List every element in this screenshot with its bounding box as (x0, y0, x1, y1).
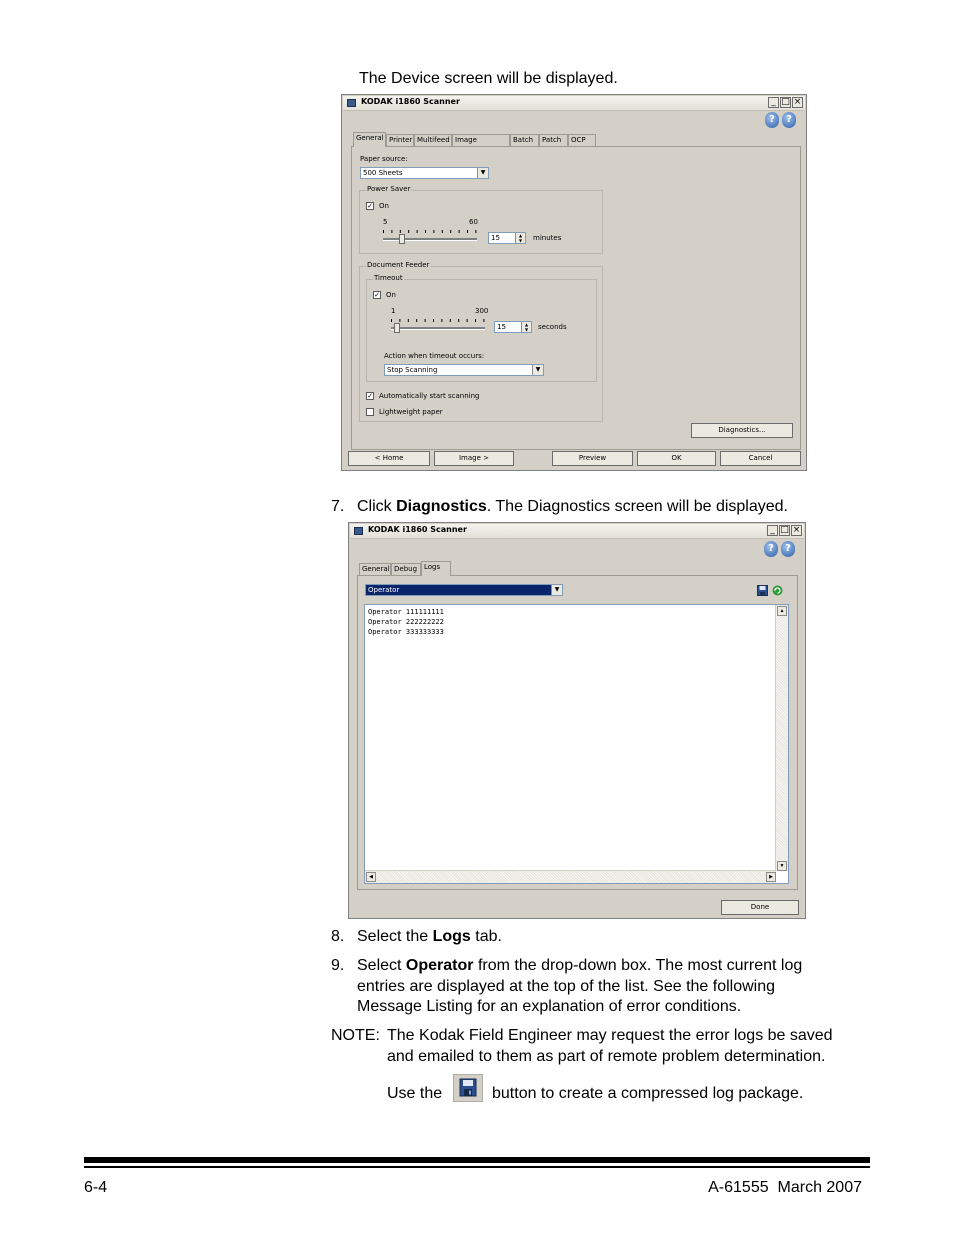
spinner-arrows-icon[interactable]: ▲ ▼ (515, 233, 525, 243)
document-id: A-61555 March 2007 (708, 1179, 862, 1196)
scroll-down-icon[interactable]: ▼ (777, 861, 787, 871)
slider-tick (467, 230, 468, 233)
tab-image-address[interactable]: Image (452, 134, 510, 146)
tab-printer[interactable]: Printer (386, 134, 414, 146)
log-text-area[interactable] (364, 604, 789, 884)
chevron-down-icon: ▼ (551, 585, 562, 595)
cancel-button[interactable]: Cancel (720, 451, 801, 466)
power-saver-slider-thumb[interactable] (399, 234, 405, 244)
step-9-line-1 (357, 955, 802, 976)
close-button[interactable]: × (792, 525, 801, 535)
timeout-group (366, 274, 597, 382)
step-8-text (357, 926, 502, 947)
general-tab-panel (351, 146, 801, 450)
note-use-prefix: Use the (387, 1085, 443, 1102)
slider-tick (408, 319, 409, 322)
power-saver-label: Power Saver (367, 185, 411, 193)
scanner-app-icon (347, 99, 356, 107)
whats-this-help-icon[interactable]: ? (765, 112, 779, 128)
slider-tick (391, 319, 392, 322)
step-7-prefix: Click (357, 498, 397, 515)
save-icon (454, 1075, 482, 1101)
log-type-value: Operator (368, 586, 400, 594)
power-saver-max-label: 60 (469, 218, 478, 226)
slider-tick (459, 230, 460, 233)
step-7-number: 7. (331, 498, 345, 515)
auto-start-label: Automatically start scanning (379, 392, 480, 400)
timeout-min-label: 1 (391, 307, 396, 315)
power-saver-minutes-spinner[interactable] (488, 232, 526, 244)
timeout-max-label: 300 (475, 307, 489, 315)
timeout-seconds-spinner[interactable] (494, 321, 532, 333)
slider-tick (450, 319, 451, 322)
diagnostics-window-title: KODAK i1860 Scanner (368, 525, 467, 534)
slider-tick (425, 230, 426, 233)
help-icon[interactable]: ? (782, 112, 796, 128)
timeout-action-value: Stop Scanning (387, 366, 438, 374)
footer-rule-thick (84, 1157, 870, 1163)
logs-tab-panel (357, 575, 798, 890)
intro-text: The Device screen will be displayed. (359, 70, 618, 87)
log-line: Operator 333333333 (368, 628, 444, 636)
lightweight-paper-checkbox[interactable] (366, 408, 374, 416)
note-line-1: The Kodak Field Engineer may request the error logs be saved (387, 1027, 833, 1044)
footer-rule-thin (84, 1166, 870, 1168)
slider-tick (383, 230, 384, 233)
slider-tick (475, 319, 476, 322)
chevron-down-icon: ▼ (477, 168, 488, 178)
power-saver-slider-ticks (383, 230, 479, 233)
timeout-unit: seconds (538, 323, 567, 331)
tab-general[interactable]: General (359, 563, 391, 575)
step-9-line-3: Message Listing for an explanation of error conditions. (357, 998, 742, 1015)
minimize-button[interactable]: _ (768, 97, 779, 108)
minimize-button[interactable]: _ (767, 525, 778, 536)
log-line: Operator 111111111 (368, 608, 444, 616)
slider-tick (391, 230, 392, 233)
timeout-value: 15 (497, 323, 506, 331)
step-7-bold: Diagnostics (396, 498, 487, 515)
tab-patch[interactable]: Patch (539, 134, 568, 146)
chevron-down-icon: ▼ (532, 365, 543, 375)
image-button[interactable]: Image > (434, 451, 514, 466)
slider-tick (408, 230, 409, 233)
close-button[interactable]: × (793, 97, 802, 107)
slider-tick (400, 230, 401, 233)
scroll-left-icon[interactable]: ◀ (366, 872, 376, 882)
step-7-suffix: . The Diagnostics screen will be displayed. (486, 498, 788, 515)
tab-general[interactable]: General (353, 132, 386, 147)
slider-tick (425, 319, 426, 322)
power-saver-group (359, 185, 603, 254)
document-feeder-label: Document Feeder (367, 261, 430, 269)
slider-tick (441, 319, 442, 322)
scroll-right-icon[interactable]: ▶ (766, 872, 776, 882)
slider-tick (416, 319, 417, 322)
step-9-bold: Operator (405, 957, 474, 974)
note-label: NOTE: (331, 1027, 380, 1044)
note-line-2: and emailed to them as part of remote problem determination. (387, 1048, 826, 1065)
slider-tick (433, 230, 434, 233)
diagnostics-button[interactable]: Diagnostics... (691, 423, 793, 438)
tab-batch[interactable]: Batch (510, 134, 539, 146)
power-saver-min-label: 5 (383, 218, 388, 226)
step-9-prefix: Select (357, 957, 406, 974)
slider-tick (483, 319, 484, 322)
tab-debug[interactable]: Debug (391, 563, 421, 575)
timeout-slider-ticks (391, 319, 487, 322)
vertical-scrollbar[interactable] (775, 605, 788, 871)
slider-tick (458, 319, 459, 322)
timeout-on-label: On (386, 291, 396, 299)
timeout-action-label: Action when timeout occurs: (384, 352, 485, 360)
log-line: Operator 222222222 (368, 618, 444, 626)
slider-tick (433, 319, 434, 322)
preview-button[interactable]: Preview (552, 451, 633, 466)
diagnostics-window (348, 522, 806, 919)
power-saver-unit: minutes (533, 234, 562, 242)
step-8-number: 8. (331, 928, 345, 945)
timeout-action-select[interactable] (384, 364, 544, 376)
power-saver-value: 15 (491, 234, 500, 242)
save-icon[interactable] (757, 585, 768, 596)
lightweight-paper-label: Lightweight paper (379, 408, 443, 416)
tab-ocp[interactable]: OCP (568, 134, 596, 146)
whats-this-help-icon[interactable]: ? (764, 541, 778, 557)
slider-tick (475, 230, 476, 233)
step-8-prefix: Select the (357, 928, 433, 945)
page-number: 6-4 (84, 1179, 108, 1196)
tab-logs[interactable]: Logs (421, 561, 451, 576)
slider-tick (442, 230, 443, 233)
step-9-number: 9. (331, 957, 345, 974)
spinner-arrows-icon[interactable]: ▲ ▼ (521, 322, 531, 332)
timeout-label: Timeout (374, 274, 403, 282)
slider-tick (467, 319, 468, 322)
power-saver-on-checkbox[interactable]: ✓ (367, 202, 373, 210)
power-saver-slider-track (383, 238, 477, 241)
timeout-slider-thumb[interactable] (394, 323, 400, 333)
paper-source-value: 500 Sheets (363, 169, 403, 177)
home-button[interactable]: < Home (348, 451, 430, 466)
device-window-titlebar (343, 96, 805, 111)
timeout-on-checkbox[interactable]: ✓ (374, 291, 380, 299)
step-9-line-2: entries are displayed at the top of the list. See the following (357, 978, 776, 995)
scanner-app-icon (354, 527, 363, 535)
step-9-line-1-suffix: from the drop-down box. The most current log (473, 957, 803, 974)
device-window-title: KODAK i1860 Scanner (361, 97, 460, 106)
note-use-suffix: button to create a compressed log package. (492, 1085, 804, 1102)
diagnostics-window-titlebar (350, 524, 804, 539)
scroll-up-icon[interactable]: ▲ (777, 606, 787, 616)
step-8-bold: Logs (432, 928, 471, 945)
power-saver-on-label: On (379, 202, 389, 210)
horizontal-scrollbar[interactable] (365, 870, 776, 883)
device-window (341, 94, 807, 471)
done-button[interactable]: Done (721, 900, 799, 915)
tab-multifeed[interactable]: Multifeed (414, 134, 452, 146)
log-type-select[interactable] (365, 584, 563, 596)
paper-source-label: Paper source: (360, 155, 408, 163)
slider-tick (450, 230, 451, 233)
slider-tick (399, 319, 400, 322)
document-feeder-group (359, 261, 603, 422)
maximize-button[interactable]: □ (781, 97, 790, 107)
log-lines (368, 607, 444, 637)
auto-start-checkbox[interactable]: ✓ (367, 392, 373, 400)
step-8-suffix: tab. (470, 928, 502, 945)
refresh-icon[interactable] (772, 585, 783, 596)
slider-tick (417, 230, 418, 233)
timeout-slider-track (391, 327, 485, 330)
ok-button[interactable]: OK (637, 451, 716, 466)
step-7-text (357, 496, 788, 517)
maximize-button[interactable]: □ (780, 525, 789, 535)
paper-source-select[interactable] (360, 167, 489, 179)
save-log-package-button-image (453, 1074, 483, 1102)
help-icon[interactable]: ? (781, 541, 795, 557)
